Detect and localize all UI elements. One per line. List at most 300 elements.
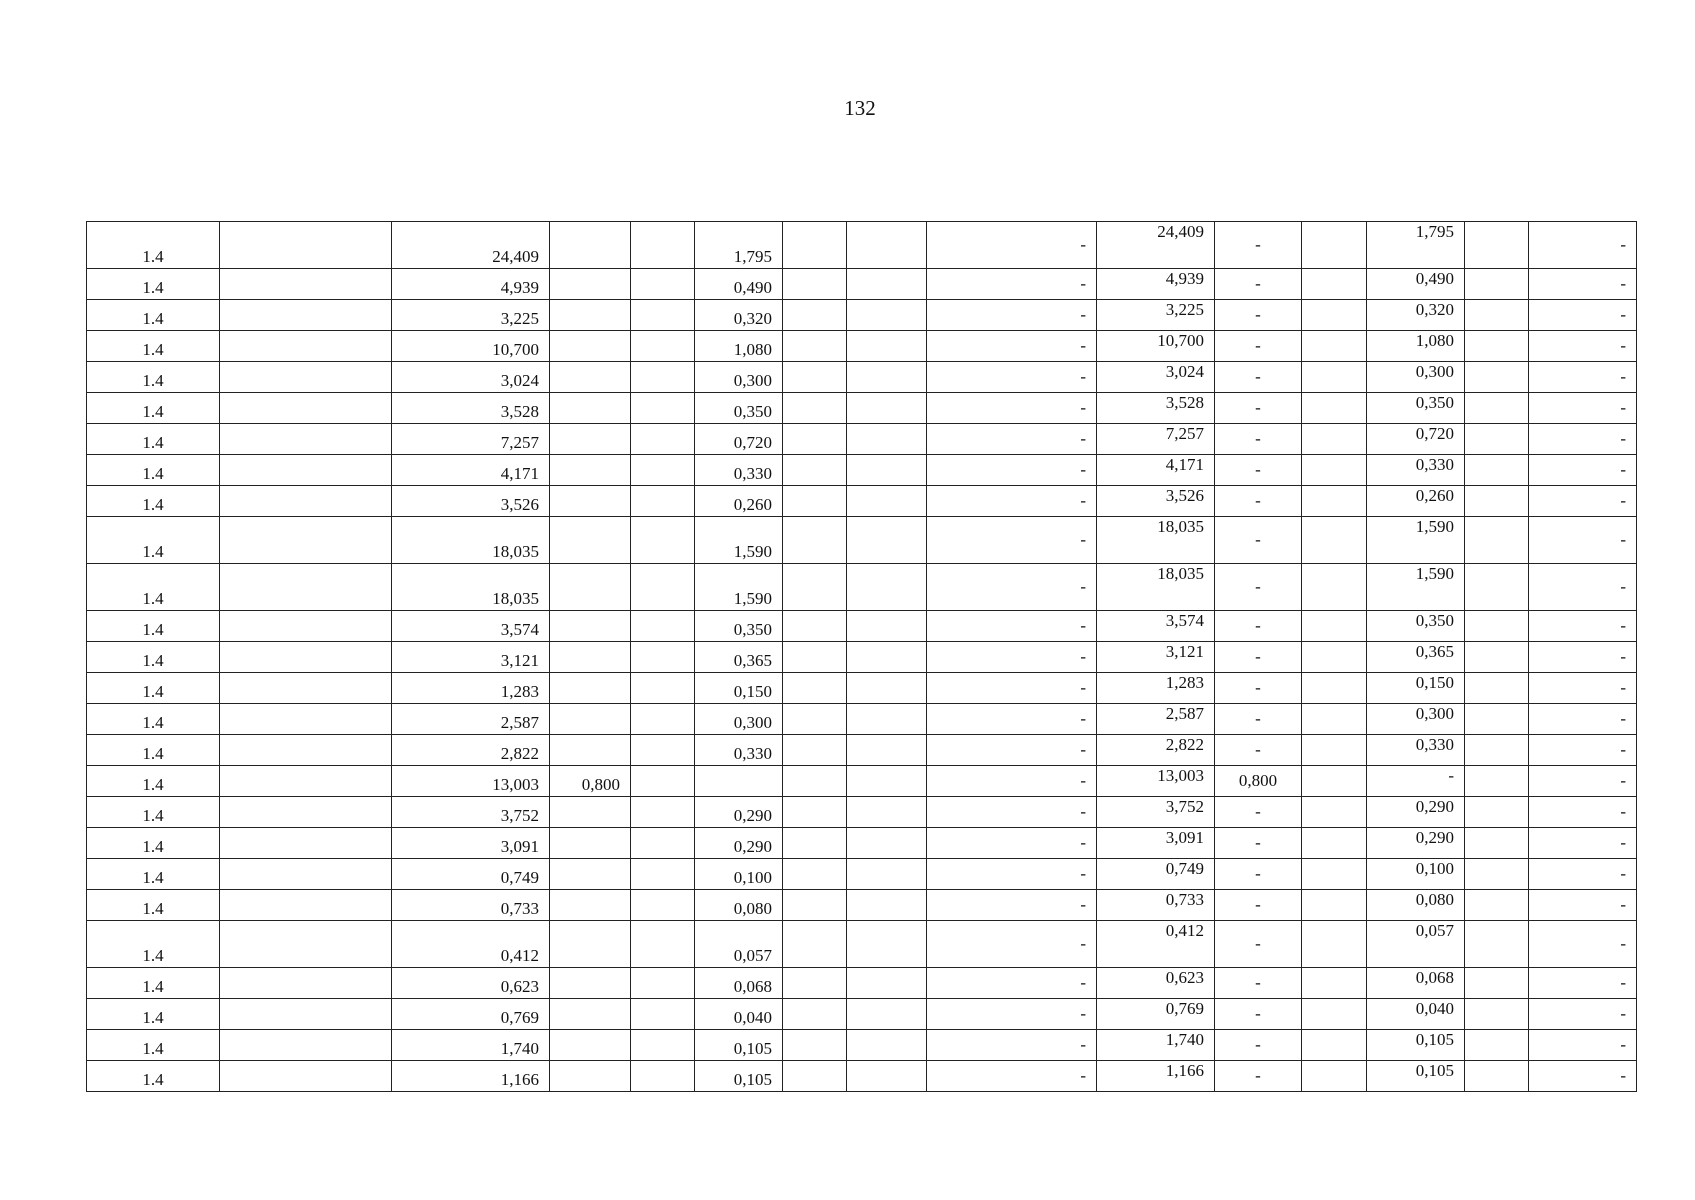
cell-empty xyxy=(220,222,392,269)
table-row xyxy=(87,300,1637,331)
cell-code: 1.4 xyxy=(87,362,220,393)
cell-repeat-value-1: 18,035 xyxy=(1097,517,1215,564)
cell-code: 1.4 xyxy=(87,611,220,642)
table-row xyxy=(87,968,1637,999)
table-row xyxy=(87,486,1637,517)
cell-value-2 xyxy=(550,1030,631,1061)
cell-value-2 xyxy=(550,222,631,269)
cell-repeat-value-3: 0,100 xyxy=(1367,859,1465,890)
cell-empty xyxy=(220,300,392,331)
cell-repeat-value-3: 0,350 xyxy=(1367,393,1465,424)
cell-empty xyxy=(220,269,392,300)
cell-dash-2: - xyxy=(1529,890,1637,921)
cell-dash-2: - xyxy=(1529,859,1637,890)
cell-repeat-value-2: - xyxy=(1215,968,1302,999)
cell-repeat-value-2: - xyxy=(1215,673,1302,704)
cell-code: 1.4 xyxy=(87,1061,220,1092)
cell-code: 1.4 xyxy=(87,766,220,797)
cell-value-2 xyxy=(550,1061,631,1092)
cell-value-3: 0,105 xyxy=(695,1061,783,1092)
cell-empty xyxy=(1465,797,1529,828)
cell-empty xyxy=(783,673,847,704)
cell-repeat-value-3: 1,590 xyxy=(1367,517,1465,564)
cell-empty xyxy=(847,766,927,797)
cell-dash-1: - xyxy=(927,222,1097,269)
cell-code: 1.4 xyxy=(87,269,220,300)
cell-empty xyxy=(847,921,927,968)
cell-empty xyxy=(1302,486,1367,517)
cell-empty xyxy=(631,1061,695,1092)
cell-repeat-value-3: 0,040 xyxy=(1367,999,1465,1030)
cell-empty xyxy=(847,517,927,564)
cell-empty xyxy=(783,642,847,673)
cell-empty xyxy=(783,424,847,455)
cell-repeat-value-1: 3,024 xyxy=(1097,362,1215,393)
cell-value-3: 0,290 xyxy=(695,828,783,859)
cell-empty xyxy=(220,362,392,393)
cell-value-2 xyxy=(550,564,631,611)
cell-value-1: 24,409 xyxy=(392,222,550,269)
cell-empty xyxy=(631,331,695,362)
cell-dash-2: - xyxy=(1529,673,1637,704)
cell-value-2 xyxy=(550,269,631,300)
cell-empty xyxy=(1302,424,1367,455)
cell-empty xyxy=(631,393,695,424)
cell-dash-2: - xyxy=(1529,1061,1637,1092)
cell-repeat-value-3: - xyxy=(1367,766,1465,797)
cell-repeat-value-1: 4,939 xyxy=(1097,269,1215,300)
cell-dash-1: - xyxy=(927,424,1097,455)
cell-empty xyxy=(847,673,927,704)
cell-empty xyxy=(631,921,695,968)
table-row xyxy=(87,424,1637,455)
cell-empty xyxy=(783,828,847,859)
page-number: 132 xyxy=(844,96,876,120)
cell-dash-1: - xyxy=(927,362,1097,393)
cell-repeat-value-3: 0,068 xyxy=(1367,968,1465,999)
cell-empty xyxy=(220,673,392,704)
table-row xyxy=(87,222,1637,269)
cell-empty xyxy=(783,766,847,797)
cell-dash-2: - xyxy=(1529,486,1637,517)
cell-repeat-value-2: - xyxy=(1215,704,1302,735)
cell-empty xyxy=(847,424,927,455)
cell-empty xyxy=(631,486,695,517)
cell-code: 1.4 xyxy=(87,455,220,486)
cell-empty xyxy=(847,735,927,766)
cell-code: 1.4 xyxy=(87,331,220,362)
cell-empty xyxy=(1302,455,1367,486)
cell-empty xyxy=(1465,300,1529,331)
cell-empty xyxy=(1302,1030,1367,1061)
cell-repeat-value-1: 13,003 xyxy=(1097,766,1215,797)
cell-repeat-value-2: - xyxy=(1215,735,1302,766)
cell-repeat-value-2: - xyxy=(1215,393,1302,424)
table-row xyxy=(87,704,1637,735)
cell-dash-1: - xyxy=(927,999,1097,1030)
cell-empty xyxy=(1465,673,1529,704)
cell-empty xyxy=(1465,424,1529,455)
cell-dash-1: - xyxy=(927,673,1097,704)
cell-empty xyxy=(783,486,847,517)
cell-empty xyxy=(783,704,847,735)
cell-value-2 xyxy=(550,968,631,999)
cell-dash-1: - xyxy=(927,564,1097,611)
cell-empty xyxy=(847,890,927,921)
cell-repeat-value-2: - xyxy=(1215,642,1302,673)
cell-empty xyxy=(1302,362,1367,393)
cell-value-3 xyxy=(695,766,783,797)
cell-dash-2: - xyxy=(1529,704,1637,735)
cell-empty xyxy=(631,269,695,300)
cell-value-3: 0,320 xyxy=(695,300,783,331)
cell-dash-1: - xyxy=(927,704,1097,735)
table-row xyxy=(87,766,1637,797)
cell-empty xyxy=(1302,704,1367,735)
table-body xyxy=(87,222,1637,1092)
cell-value-1: 3,574 xyxy=(392,611,550,642)
cell-value-3: 0,300 xyxy=(695,704,783,735)
cell-empty xyxy=(1465,766,1529,797)
cell-empty xyxy=(783,797,847,828)
cell-repeat-value-2: 0,800 xyxy=(1215,766,1302,797)
cell-repeat-value-2: - xyxy=(1215,999,1302,1030)
cell-value-3: 0,150 xyxy=(695,673,783,704)
cell-empty xyxy=(1465,564,1529,611)
cell-empty xyxy=(631,704,695,735)
cell-code: 1.4 xyxy=(87,222,220,269)
cell-empty xyxy=(1302,921,1367,968)
cell-empty xyxy=(631,766,695,797)
cell-dash-2: - xyxy=(1529,611,1637,642)
cell-empty xyxy=(1465,704,1529,735)
cell-repeat-value-1: 7,257 xyxy=(1097,424,1215,455)
cell-dash-2: - xyxy=(1529,828,1637,859)
cell-repeat-value-3: 0,300 xyxy=(1367,362,1465,393)
cell-empty xyxy=(847,564,927,611)
cell-value-1: 18,035 xyxy=(392,517,550,564)
cell-empty xyxy=(631,300,695,331)
cell-value-2 xyxy=(550,921,631,968)
cell-code: 1.4 xyxy=(87,968,220,999)
cell-value-3: 0,290 xyxy=(695,797,783,828)
cell-empty xyxy=(847,828,927,859)
cell-value-1: 1,283 xyxy=(392,673,550,704)
cell-dash-1: - xyxy=(927,455,1097,486)
cell-empty xyxy=(1465,642,1529,673)
cell-value-2 xyxy=(550,797,631,828)
cell-empty xyxy=(847,797,927,828)
cell-empty xyxy=(220,393,392,424)
cell-empty xyxy=(1465,828,1529,859)
table-row xyxy=(87,1030,1637,1061)
cell-repeat-value-1: 3,091 xyxy=(1097,828,1215,859)
cell-value-3: 0,057 xyxy=(695,921,783,968)
cell-repeat-value-1: 3,574 xyxy=(1097,611,1215,642)
cell-code: 1.4 xyxy=(87,393,220,424)
cell-repeat-value-2: - xyxy=(1215,611,1302,642)
cell-empty xyxy=(220,999,392,1030)
cell-value-1: 3,024 xyxy=(392,362,550,393)
cell-value-1: 2,822 xyxy=(392,735,550,766)
cell-empty xyxy=(220,486,392,517)
cell-value-2 xyxy=(550,999,631,1030)
cell-repeat-value-1: 0,769 xyxy=(1097,999,1215,1030)
cell-empty xyxy=(783,1030,847,1061)
cell-empty xyxy=(783,859,847,890)
cell-value-2 xyxy=(550,424,631,455)
cell-repeat-value-2: - xyxy=(1215,331,1302,362)
cell-empty xyxy=(847,1030,927,1061)
cell-code: 1.4 xyxy=(87,1030,220,1061)
table-row xyxy=(87,890,1637,921)
cell-dash-2: - xyxy=(1529,642,1637,673)
table-row xyxy=(87,1061,1637,1092)
cell-empty xyxy=(1302,331,1367,362)
cell-value-1: 3,225 xyxy=(392,300,550,331)
cell-dash-1: - xyxy=(927,517,1097,564)
cell-repeat-value-3: 0,080 xyxy=(1367,890,1465,921)
cell-value-1: 3,526 xyxy=(392,486,550,517)
cell-empty xyxy=(220,564,392,611)
cell-repeat-value-3: 0,330 xyxy=(1367,735,1465,766)
cell-empty xyxy=(1302,828,1367,859)
cell-empty xyxy=(783,921,847,968)
cell-value-1: 13,003 xyxy=(392,766,550,797)
table-row xyxy=(87,331,1637,362)
cell-dash-1: - xyxy=(927,859,1097,890)
cell-empty xyxy=(1302,1061,1367,1092)
cell-empty xyxy=(783,393,847,424)
cell-empty xyxy=(783,611,847,642)
cell-repeat-value-1: 2,822 xyxy=(1097,735,1215,766)
cell-empty xyxy=(783,968,847,999)
cell-empty xyxy=(1465,1061,1529,1092)
cell-dash-1: - xyxy=(927,486,1097,517)
cell-dash-2: - xyxy=(1529,424,1637,455)
cell-empty xyxy=(220,735,392,766)
cell-value-3: 0,330 xyxy=(695,735,783,766)
cell-empty xyxy=(1465,921,1529,968)
cell-repeat-value-3: 0,105 xyxy=(1367,1061,1465,1092)
cell-value-2 xyxy=(550,455,631,486)
cell-empty xyxy=(631,424,695,455)
cell-empty xyxy=(1465,455,1529,486)
cell-value-1: 18,035 xyxy=(392,564,550,611)
table-row xyxy=(87,999,1637,1030)
cell-dash-2: - xyxy=(1529,517,1637,564)
cell-repeat-value-3: 0,105 xyxy=(1367,1030,1465,1061)
cell-empty xyxy=(847,455,927,486)
cell-empty xyxy=(631,890,695,921)
cell-empty xyxy=(1465,999,1529,1030)
cell-empty xyxy=(1302,642,1367,673)
cell-value-3: 0,490 xyxy=(695,269,783,300)
cell-empty xyxy=(1465,222,1529,269)
cell-empty xyxy=(783,999,847,1030)
cell-value-1: 3,752 xyxy=(392,797,550,828)
cell-empty xyxy=(631,642,695,673)
cell-value-2 xyxy=(550,362,631,393)
cell-value-2: 0,800 xyxy=(550,766,631,797)
cell-repeat-value-1: 1,740 xyxy=(1097,1030,1215,1061)
cell-repeat-value-3: 0,350 xyxy=(1367,611,1465,642)
cell-dash-2: - xyxy=(1529,797,1637,828)
cell-value-3: 0,720 xyxy=(695,424,783,455)
cell-empty xyxy=(847,1061,927,1092)
cell-code: 1.4 xyxy=(87,921,220,968)
cell-empty xyxy=(220,455,392,486)
cell-dash-2: - xyxy=(1529,1030,1637,1061)
cell-empty xyxy=(1465,859,1529,890)
cell-repeat-value-3: 0,290 xyxy=(1367,828,1465,859)
cell-empty xyxy=(847,999,927,1030)
cell-empty xyxy=(220,642,392,673)
cell-dash-1: - xyxy=(927,611,1097,642)
cell-value-1: 10,700 xyxy=(392,331,550,362)
cell-empty xyxy=(1302,300,1367,331)
cell-value-2 xyxy=(550,393,631,424)
cell-empty xyxy=(847,331,927,362)
cell-code: 1.4 xyxy=(87,859,220,890)
cell-empty xyxy=(1302,890,1367,921)
cell-empty xyxy=(847,968,927,999)
cell-value-1: 0,769 xyxy=(392,999,550,1030)
cell-repeat-value-2: - xyxy=(1215,362,1302,393)
cell-repeat-value-3: 1,080 xyxy=(1367,331,1465,362)
cell-value-2 xyxy=(550,300,631,331)
cell-repeat-value-2: - xyxy=(1215,1061,1302,1092)
cell-empty xyxy=(220,1061,392,1092)
cell-empty xyxy=(783,517,847,564)
cell-value-1: 7,257 xyxy=(392,424,550,455)
cell-empty xyxy=(847,269,927,300)
cell-repeat-value-1: 4,171 xyxy=(1097,455,1215,486)
cell-value-1: 4,939 xyxy=(392,269,550,300)
cell-code: 1.4 xyxy=(87,424,220,455)
cell-dash-1: - xyxy=(927,921,1097,968)
cell-empty xyxy=(783,564,847,611)
cell-code: 1.4 xyxy=(87,999,220,1030)
cell-empty xyxy=(220,611,392,642)
cell-dash-1: - xyxy=(927,797,1097,828)
table-row xyxy=(87,362,1637,393)
cell-empty xyxy=(847,393,927,424)
cell-repeat-value-3: 0,320 xyxy=(1367,300,1465,331)
table-row xyxy=(87,611,1637,642)
cell-value-1: 0,733 xyxy=(392,890,550,921)
cell-value-3: 0,350 xyxy=(695,393,783,424)
cell-value-1: 4,171 xyxy=(392,455,550,486)
cell-dash-1: - xyxy=(927,828,1097,859)
cell-empty xyxy=(220,859,392,890)
cell-code: 1.4 xyxy=(87,797,220,828)
cell-dash-2: - xyxy=(1529,968,1637,999)
cell-empty xyxy=(631,455,695,486)
cell-repeat-value-3: 0,300 xyxy=(1367,704,1465,735)
cell-empty xyxy=(220,331,392,362)
cell-empty xyxy=(847,704,927,735)
cell-repeat-value-1: 10,700 xyxy=(1097,331,1215,362)
cell-value-1: 1,166 xyxy=(392,1061,550,1092)
cell-repeat-value-3: 1,795 xyxy=(1367,222,1465,269)
cell-empty xyxy=(1465,890,1529,921)
cell-dash-2: - xyxy=(1529,331,1637,362)
table-row xyxy=(87,269,1637,300)
cell-empty xyxy=(1302,564,1367,611)
cell-value-2 xyxy=(550,642,631,673)
cell-empty xyxy=(847,300,927,331)
cell-dash-1: - xyxy=(927,300,1097,331)
cell-empty xyxy=(783,735,847,766)
table-row xyxy=(87,455,1637,486)
cell-empty xyxy=(220,797,392,828)
cell-empty xyxy=(1302,673,1367,704)
cell-code: 1.4 xyxy=(87,486,220,517)
cell-empty xyxy=(847,611,927,642)
cell-repeat-value-3: 0,290 xyxy=(1367,797,1465,828)
cell-repeat-value-2: - xyxy=(1215,921,1302,968)
cell-value-2 xyxy=(550,735,631,766)
cell-empty xyxy=(220,1030,392,1061)
table-row xyxy=(87,673,1637,704)
cell-repeat-value-3: 0,330 xyxy=(1367,455,1465,486)
cell-empty xyxy=(783,331,847,362)
cell-empty xyxy=(1302,269,1367,300)
cell-empty xyxy=(631,859,695,890)
cell-empty xyxy=(847,222,927,269)
cell-value-2 xyxy=(550,673,631,704)
table-row xyxy=(87,517,1637,564)
cell-empty xyxy=(1465,362,1529,393)
cell-empty xyxy=(783,890,847,921)
cell-value-1: 2,587 xyxy=(392,704,550,735)
cell-value-1: 0,749 xyxy=(392,859,550,890)
table-row xyxy=(87,859,1637,890)
cell-dash-1: - xyxy=(927,1061,1097,1092)
cell-dash-2: - xyxy=(1529,300,1637,331)
table-row xyxy=(87,797,1637,828)
cell-dash-2: - xyxy=(1529,766,1637,797)
cell-empty xyxy=(1302,517,1367,564)
cell-empty xyxy=(220,921,392,968)
cell-value-1: 0,412 xyxy=(392,921,550,968)
cell-dash-2: - xyxy=(1529,222,1637,269)
table-row xyxy=(87,735,1637,766)
cell-empty xyxy=(631,611,695,642)
cell-empty xyxy=(1465,1030,1529,1061)
cell-dash-1: - xyxy=(927,968,1097,999)
cell-value-3: 0,080 xyxy=(695,890,783,921)
cell-empty xyxy=(1465,968,1529,999)
cell-value-1: 1,740 xyxy=(392,1030,550,1061)
cell-repeat-value-1: 0,733 xyxy=(1097,890,1215,921)
cell-repeat-value-2: - xyxy=(1215,564,1302,611)
cell-value-2 xyxy=(550,331,631,362)
cell-dash-2: - xyxy=(1529,269,1637,300)
cell-empty xyxy=(847,642,927,673)
table-row xyxy=(87,921,1637,968)
cell-repeat-value-3: 0,260 xyxy=(1367,486,1465,517)
table-row xyxy=(87,642,1637,673)
table-row xyxy=(87,393,1637,424)
cell-empty xyxy=(783,222,847,269)
cell-code: 1.4 xyxy=(87,517,220,564)
cell-code: 1.4 xyxy=(87,704,220,735)
cell-empty xyxy=(783,269,847,300)
cell-value-3: 1,080 xyxy=(695,331,783,362)
cell-value-3: 0,100 xyxy=(695,859,783,890)
